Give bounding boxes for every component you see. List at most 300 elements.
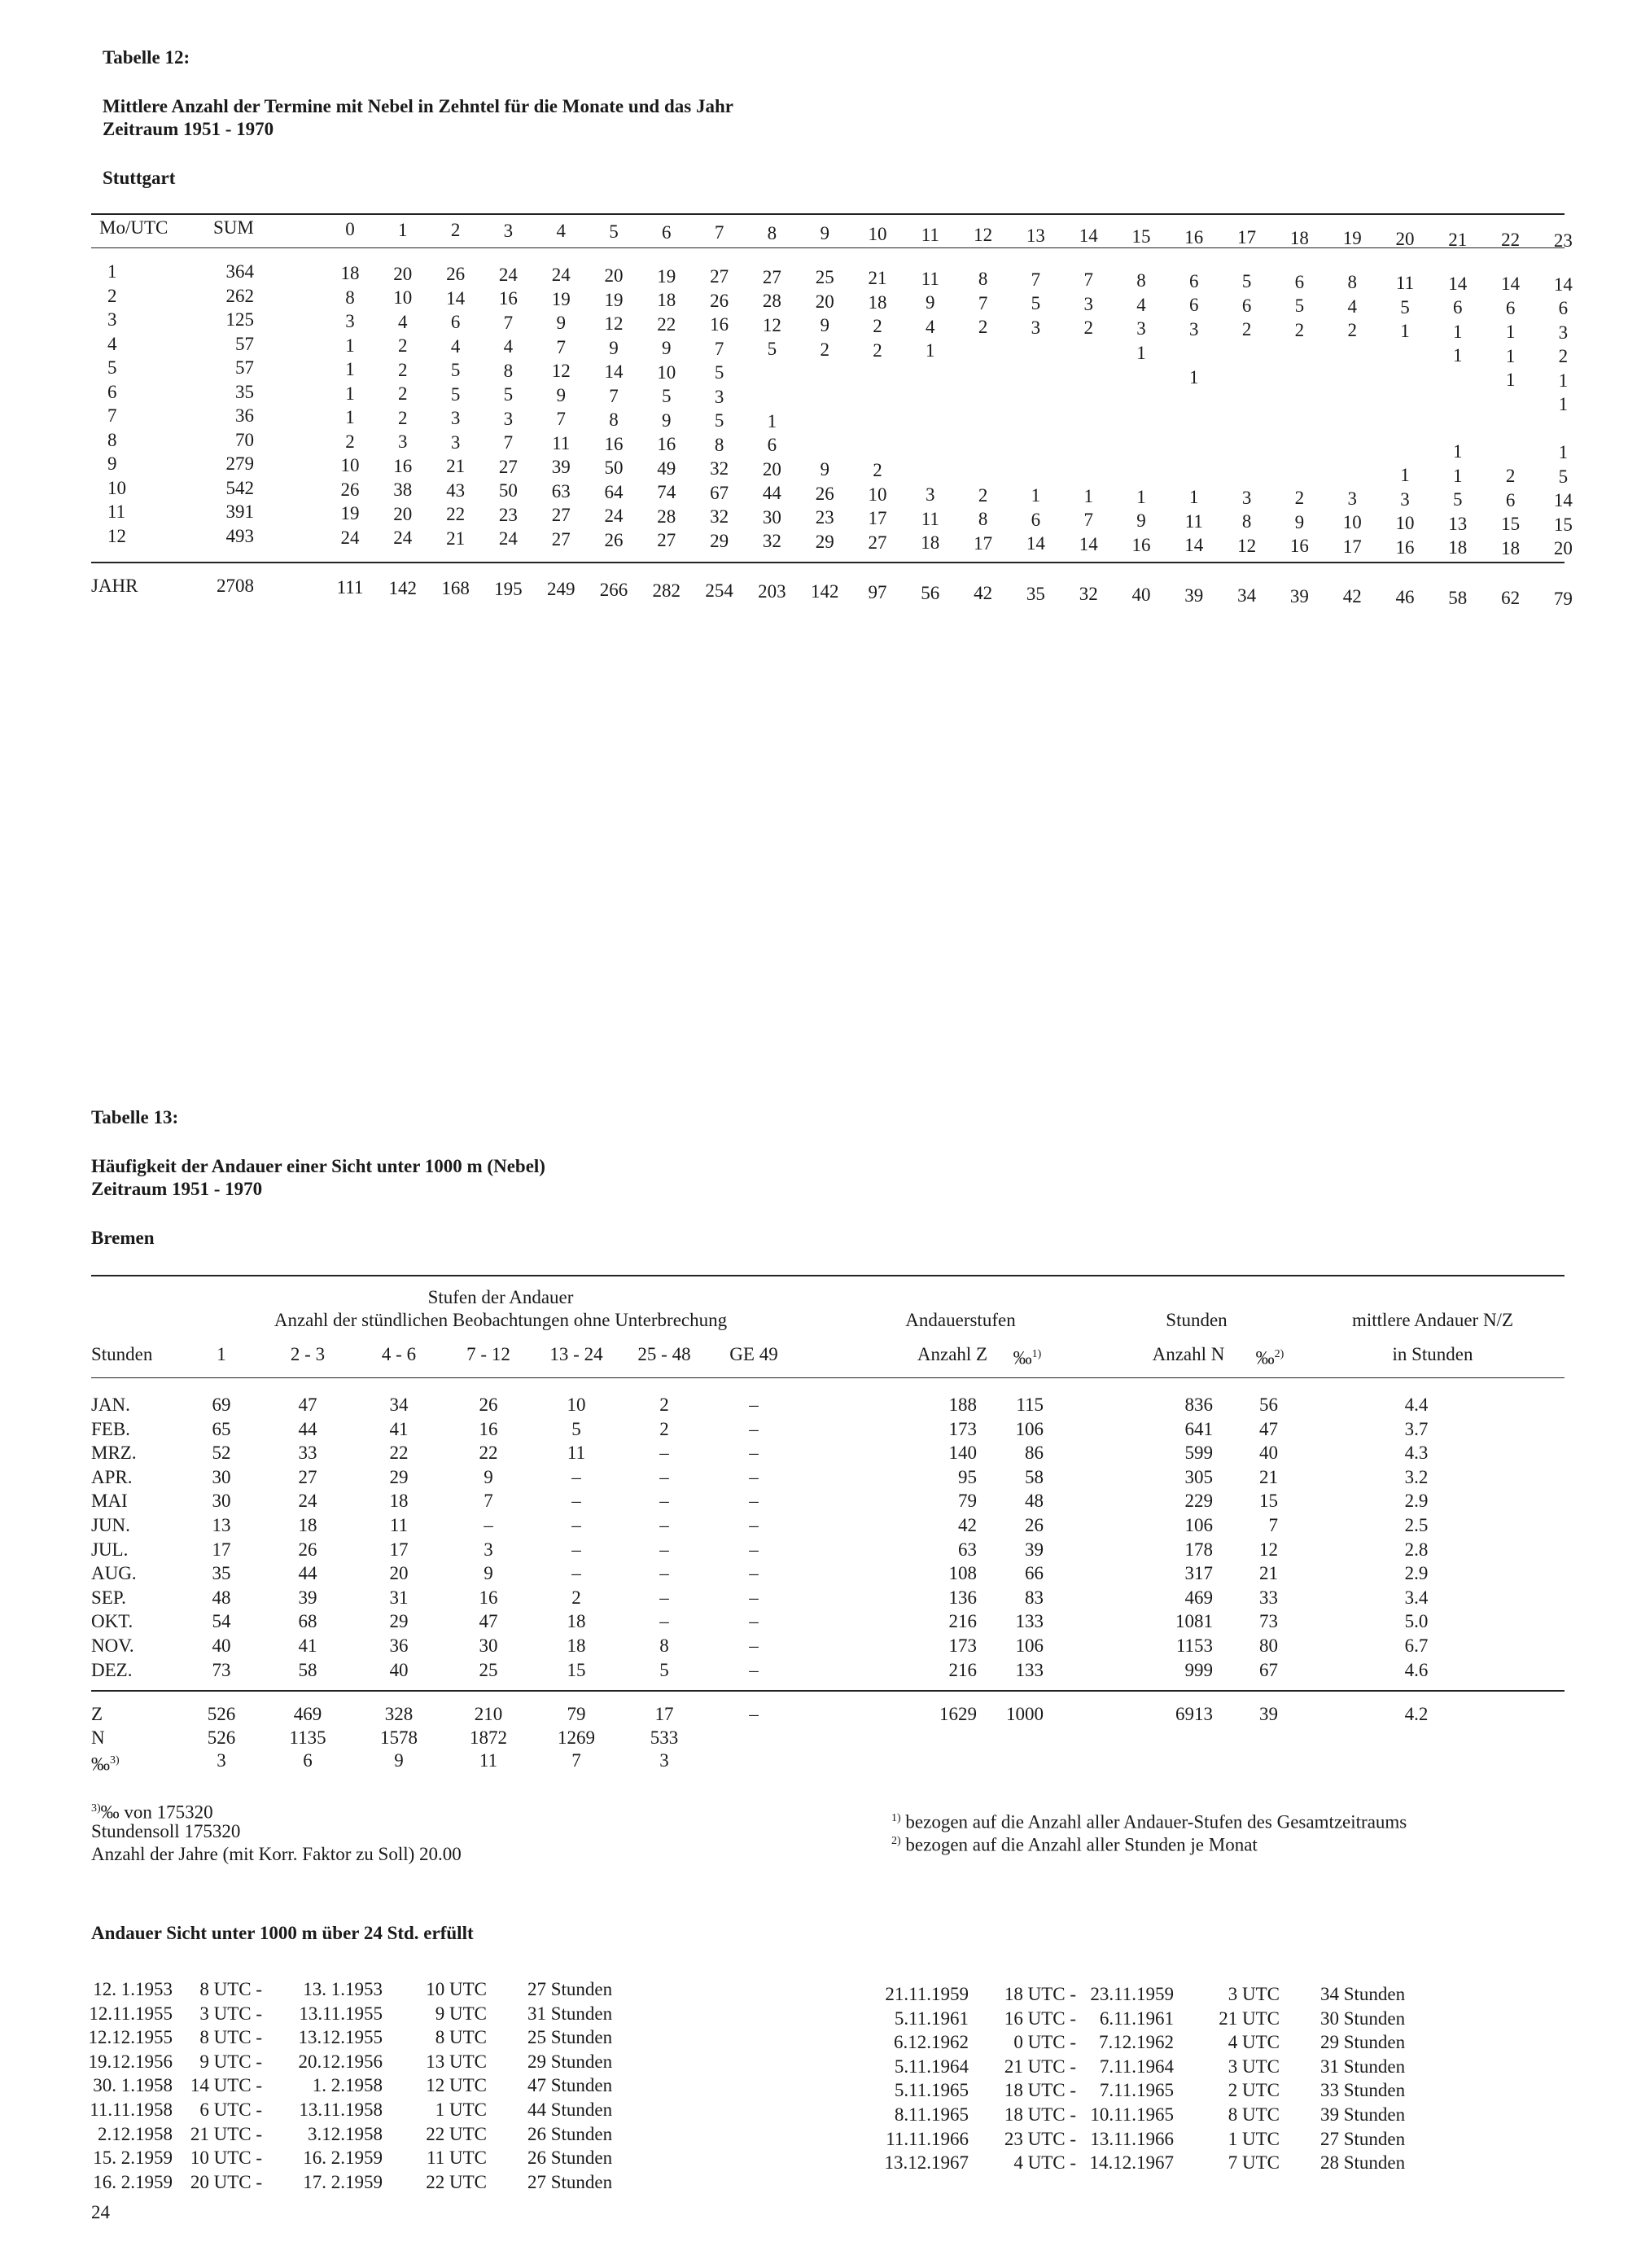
table13-mittlere: 3.4 [1404,1587,1429,1608]
event-start-date: 12.11.1955 [89,2003,173,2024]
table13-mittlere: 4.3 [1404,1443,1429,1464]
table12-cell: 7 [503,432,514,453]
event-start-time: 21 UTC - [190,2123,262,2144]
table13-cell: 35 [212,1563,231,1584]
event-start-time: 0 UTC - [1013,2032,1076,2053]
table12-cell: 2 [345,431,355,452]
table12-row-month: 11 [107,501,126,522]
table12-cell: 5 [767,339,777,360]
table13-stufen-heading: Stufen der Andauer [427,1287,574,1307]
table13-cell: 13 [212,1515,231,1535]
table12-cell: 3 [345,311,355,331]
table13-cell: 44 [298,1418,317,1439]
table12-year-cell: 203 [758,580,786,602]
event-start-time: 6 UTC - [199,2099,262,2120]
table12-cell: 8 [1347,272,1357,293]
table12-cell: 8 [609,409,619,430]
table12-cell: 4 [503,336,514,357]
event-duration: 28 Stunden [1320,2152,1406,2174]
table13-anzahl-z: 79 [958,1491,977,1512]
table12-year-cell: 46 [1395,587,1415,607]
table12-year-cell: 40 [1131,585,1151,605]
table13-cell: 24 [298,1491,317,1512]
table12-cell: 14 [1553,274,1573,295]
event-end-date: 6.11.1961 [1099,2007,1174,2029]
table12-row-sum: 391 [225,501,254,522]
table13-top-rule [91,1275,1565,1276]
table12-row-month: 7 [107,405,117,426]
table12-cell: 3 [1189,318,1199,339]
table12-head-hour: 16 [1184,226,1204,247]
table12-cell: 27 [762,266,781,287]
event-end-time: 2 UTC [1228,2080,1280,2101]
table12-cell: 1 [1136,486,1146,507]
table12-cell: 21 [868,268,887,288]
table13-cell: 11 [567,1443,586,1464]
table13-cell: 54 [212,1611,231,1632]
table12-cell: 4 [1136,294,1146,315]
table12-cell: 18 [657,290,676,311]
table12-cell: 5 [714,410,724,431]
table12-cell: 16 [710,314,729,335]
table12-cell: 1 [1453,345,1463,366]
table12-cell: 16 [604,433,624,454]
table13-head-stufe: 4 - 6 [381,1344,417,1364]
event-start-time: 3 UTC - [199,2003,262,2024]
table12-cell: 5 [1453,489,1463,510]
table13-cell: 1135 [289,1727,326,1748]
table12-cell: 5 [1558,466,1569,487]
table13-anzahl-n: 1081 [1175,1611,1213,1632]
table12-cell: 20 [604,265,624,286]
table12-cell: 1 [767,410,777,431]
table12-cell: 14 [446,287,466,309]
table13-period: Zeitraum 1951 - 1970 [91,1179,263,1199]
table13-anzahl-n: 999 [1184,1659,1213,1680]
table12-cell: 2 [1241,319,1252,340]
table12-cell: 63 [551,480,571,501]
footnote-2: $^{2)}$ bezogen auf die Anzahl aller Stunden je Monat [891,1834,1258,1855]
table12-head-hour: 8 [767,222,777,243]
table13-row-label: JUN. [91,1515,130,1535]
table13-cell: – [659,1515,669,1535]
table12-head-mo: Mo/UTC [99,217,168,238]
table12-cell: 4 [1347,296,1357,317]
table12-year-cell: 111 [336,577,364,598]
table12-cell: 7 [1083,510,1093,531]
event-start-date: 19.12.1956 [88,2051,173,2072]
event-start-time: 14 UTC - [190,2075,262,2096]
table12-year-cell: 282 [652,580,681,601]
table13-permille-z: 39 [1025,1539,1044,1560]
table13-cell: 17 [389,1539,409,1560]
table12-head-hour: 5 [609,221,619,242]
table12-cell: 10 [1342,512,1362,533]
table13-mittlere: 3.2 [1404,1466,1429,1487]
table13-cell: – [749,1395,759,1415]
table13-cell: 526 [207,1727,236,1748]
table13-permille-z: 86 [1025,1443,1044,1464]
table12-row-sum: 57 [235,333,254,354]
table12-year-label: JAHR [91,576,138,596]
footnote-1: $^{1)}$ bezogen auf die Anzahl aller Andauer-Stufen des Gesamtzeitraums [891,1811,1407,1832]
table13-cell: 2 [659,1418,669,1439]
table12-year-cell: 42 [1342,586,1362,607]
table12-cell: 5 [1294,296,1305,317]
table12-cell: 21 [446,456,466,477]
table12-year-cell: 266 [599,580,628,600]
event-end-time: 22 UTC [426,2123,487,2144]
table12-cell: 3 [450,408,461,429]
table13-stunden-heading: Stunden [1166,1310,1228,1330]
table13-permille-n: 21 [1259,1466,1278,1487]
table13-cell: 7 [571,1750,581,1771]
table12-cell: 18 [1448,537,1468,558]
table13-head-anzahl-z: Anzahl Z [917,1344,988,1364]
table13-cell: – [659,1563,669,1584]
event-duration: 39 Stunden [1320,2104,1406,2125]
table13-cell: 7 [484,1491,493,1512]
table12-cell: 20 [393,503,413,524]
table12-label: Tabelle 12: [103,47,190,68]
event-end-date: 13.11.1955 [299,2003,383,2024]
event-start-date: 5.11.1965 [894,2080,969,2101]
event-start-date: 8.11.1965 [894,2104,969,2125]
events-title: Andauer Sicht unter 1000 m über 24 Std. erfüllt [91,1923,474,1943]
table12-cell: 29 [815,531,834,552]
table12-cell: 10 [657,361,676,383]
table12-head-hour: 23 [1553,230,1573,251]
table12-cell: 1 [926,340,935,361]
table13-cell: 9 [484,1563,493,1584]
table12-head-hour: 12 [974,225,993,246]
table12-cell: 3 [714,386,724,407]
event-start-date: 21.11.1959 [885,1984,969,2004]
table12-cell: 30 [762,506,781,528]
table13-head-rule [91,1377,1565,1378]
table12-cell: 6 [1189,270,1199,291]
table12-cell: 1 [1505,370,1516,391]
table13-permille-n: 12 [1259,1539,1278,1560]
event-duration: 27 Stunden [1320,2128,1406,2149]
table12-cell: 12 [551,361,571,382]
table12-cell: 1 [1505,322,1516,343]
note-stundensoll: Stundensoll 175320 [91,1821,241,1841]
event-end-time: 10 UTC [426,1979,487,1999]
page-number: 24 [91,2202,110,2222]
table12-cell: 8 [1136,270,1146,291]
table13-cell: 2 [571,1587,581,1608]
table12-cell: 28 [657,506,676,527]
table12-cell: 1 [1136,342,1146,363]
table12-cell: 12 [1237,535,1257,556]
table12-cell: 9 [820,459,829,480]
table13-permille-z: 48 [1025,1491,1044,1512]
event-end-time: 9 UTC [435,2003,487,2024]
table12-row-sum: 542 [225,477,254,498]
table12-head-hour: 3 [503,220,514,241]
table12-cell: 26 [710,290,729,311]
table12-cell: 1 [345,383,355,404]
table13-cell: 8 [659,1635,669,1656]
table12-head-hour: 6 [662,221,672,243]
table12-cell: 5 [503,384,514,405]
table12-cell: 11 [1395,273,1415,293]
table13-permille-n: 73 [1259,1611,1278,1632]
table12-cell: 2 [1294,488,1305,509]
table13-anzahl-z: 173 [948,1635,977,1656]
table12-row-month: 6 [107,381,117,402]
table12-cell: 1 [345,335,355,356]
table12-cell: 18 [868,291,887,313]
table13-cell: 29 [389,1466,409,1487]
table13-head-stufe: 25 - 48 [637,1344,691,1364]
table12-row-month: 1 [107,261,117,282]
event-end-date: 13.11.1958 [299,2099,383,2120]
table13-cell: 1578 [380,1727,418,1748]
table12-year-sum: 2708 [217,576,254,596]
table12-row-month: 3 [107,309,117,330]
table12-cell: 26 [446,264,466,285]
table13-cell: 40 [212,1635,231,1656]
table12-cell: 9 [1294,511,1305,532]
table12-cell: 7 [714,338,724,359]
table13-cell: 31 [389,1587,409,1608]
table12-head-hour: 2 [450,220,461,241]
event-end-time: 22 UTC [426,2171,487,2192]
table12-cell: 32 [710,506,729,528]
table12-cell: 1 [1453,321,1463,342]
table12-cell: 9 [926,292,935,313]
table13-bottom-rule [91,1690,1565,1692]
event-end-date: 7.12.1962 [1099,2032,1174,2053]
table12-cell: 3 [450,431,461,453]
table13-cell: – [571,1563,581,1584]
table13-cell: 16 [479,1418,498,1439]
table13-mittlere: 2.9 [1404,1563,1429,1584]
event-start-date: 30. 1.1958 [93,2075,173,2096]
table13-head-stunden: Stunden [91,1344,153,1364]
table13-mittlere: 4.2 [1404,1704,1429,1724]
table12-cell: 27 [551,505,571,526]
event-end-date: 13.12.1955 [298,2027,383,2048]
table12-cell: 5 [1031,293,1041,314]
table12-cell: 10 [393,287,413,309]
table12-cell: 2 [873,316,882,336]
event-end-date: 16. 2.1959 [303,2148,383,2169]
event-end-time: 12 UTC [426,2075,487,2096]
table13-cell: 73 [212,1659,231,1680]
table13-anzahl-n: 469 [1184,1587,1213,1608]
table12-head-hour: 1 [398,219,408,240]
table12-row-sum: 125 [225,309,254,330]
table12-cell: 26 [604,529,624,550]
table12-cell: 38 [393,479,413,501]
table12-cell: 2 [398,383,408,405]
table12-cell: 5 [450,383,461,405]
table12-row-sum: 364 [225,261,254,282]
table12-cell: 7 [978,292,988,313]
event-start-date: 5.11.1964 [894,2056,969,2077]
table12-cell: 1 [345,359,355,379]
table13-mittlere: 2.5 [1404,1515,1429,1535]
event-duration: 33 Stunden [1320,2080,1406,2101]
table13-label: Tabelle 13: [91,1107,179,1127]
table12-row-month: 12 [107,525,126,546]
table13-row-label: MRZ. [91,1443,137,1464]
table12-cell: 5 [662,386,672,407]
event-end-date: 10.11.1965 [1090,2104,1174,2125]
table13-head-permille-n: ‰$^{2)}$ [1255,1347,1284,1368]
table12-cell: 10 [1395,513,1415,533]
table13-head-stufe: 7 - 12 [466,1344,510,1364]
table12-cell: 14 [1079,533,1098,554]
table13-anzahl-z: 173 [948,1418,977,1439]
table13-cell: 30 [212,1491,231,1512]
table12-cell: 20 [762,458,781,479]
table13-anzahl-z: 216 [948,1659,977,1680]
table12-cell: 6 [1453,297,1463,318]
table13-row-label: OKT. [91,1611,133,1632]
table12-cell: 2 [978,317,988,338]
table13-cell: 3 [217,1750,226,1771]
table12-year-cell: 254 [705,580,733,602]
table13-head-anzahl-n: Anzahl N [1152,1344,1225,1364]
table12-cell: 3 [398,431,408,453]
event-start-date: 16. 2.1959 [93,2171,173,2192]
event-duration: 29 Stunden [527,2051,613,2072]
table12-cell: 49 [657,458,676,479]
table12-cell: 26 [815,483,834,504]
table13-mittlere: 2.8 [1404,1539,1429,1560]
table12-cell: 19 [604,289,624,310]
event-end-time: 8 UTC [1228,2104,1280,2125]
event-end-time: 1 UTC [435,2099,487,2120]
event-duration: 31 Stunden [1320,2056,1406,2077]
table12-cell: 2 [1505,466,1516,487]
table13-cell: 41 [298,1635,317,1656]
table12-cell: 6 [1241,295,1252,316]
table13-anzahl-z: 140 [948,1443,977,1464]
table12-cell: 23 [815,507,834,528]
table12-cell: 14 [604,361,624,382]
table13-permille-z: 133 [1015,1659,1044,1680]
table12-cell: 15 [1501,514,1521,535]
table12-cell: 9 [556,313,566,334]
table12-cell: 7 [609,385,619,406]
table13-anzahl-z: 95 [958,1466,977,1487]
table13-title: Häufigkeit der Andauer einer Sicht unter 1000 m (Nebel) [91,1156,545,1176]
event-end-date: 1. 2.1958 [312,2075,383,2096]
table12-cell: 14 [1553,490,1573,511]
table13-permille-z: 115 [1016,1395,1044,1415]
table12-year-cell: 58 [1448,587,1468,608]
table13-anzahl-n: 599 [1184,1443,1213,1464]
event-duration: 26 Stunden [527,2148,613,2169]
table13-cell: – [749,1563,759,1584]
table12-cell: 2 [1083,317,1093,339]
table13-cell: 210 [474,1704,503,1724]
table13-cell: 18 [298,1515,317,1535]
table12-cell: 1 [1453,465,1463,486]
table13-cell: 22 [389,1443,409,1464]
table13-anzahl-n: 6913 [1175,1704,1213,1724]
table12-cell: 5 [1241,271,1252,292]
table12-row-sum: 70 [235,429,254,450]
table12-cell: 67 [710,482,729,503]
table12-cell: 2 [873,460,882,480]
table12-row-sum: 35 [235,381,254,402]
event-start-date: 2.12.1958 [98,2123,173,2144]
event-start-time: 4 UTC - [1013,2152,1076,2174]
table12-cell: 19 [340,503,360,523]
table12-cell: 5 [714,362,724,383]
table12-head-sum: SUM [213,217,254,238]
table12-cell: 22 [446,504,466,525]
event-end-date: 20.12.1956 [298,2051,383,2072]
table13-row-label: JUL. [91,1539,129,1560]
table12-cell: 27 [657,530,676,551]
table13-permille-z: 1000 [1006,1704,1044,1724]
table12-head-hour: 21 [1448,229,1468,250]
table12-cell: 9 [1136,510,1146,531]
table12-cell: 11 [552,432,571,453]
table13-cell: 65 [212,1418,231,1439]
table12-cell: 8 [345,287,355,308]
table13-anzahl-z: 1629 [939,1704,977,1724]
table13-row-label: JAN. [91,1395,130,1415]
table13-cell: 47 [298,1395,317,1415]
event-duration: 26 Stunden [527,2123,613,2144]
event-duration: 34 Stunden [1320,1984,1406,2004]
table13-cell: – [571,1491,581,1512]
table13-anzahl-n: 305 [1184,1466,1213,1487]
event-start-time: 23 UTC - [1004,2128,1076,2149]
table13-permille-z: 66 [1025,1563,1044,1584]
event-end-time: 13 UTC [426,2051,487,2072]
table12-row-month: 2 [107,285,117,306]
table13-cell: – [749,1704,759,1724]
table13-cell: 34 [389,1395,409,1415]
event-end-time: 1 UTC [1228,2128,1280,2149]
table13-anzahl-heading: Anzahl der stündlichen Beobachtungen ohne Unterbrechung [274,1310,728,1330]
table13-cell: 36 [389,1635,409,1656]
table12-cell: 23 [498,504,518,525]
table13-cell: – [749,1443,759,1464]
event-start-time: 10 UTC - [190,2148,262,2169]
table12-cell: 16 [1289,536,1309,557]
table12-cell: 8 [714,434,724,455]
table12-cell: 20 [815,291,834,312]
table12-cell: 15 [1553,514,1573,535]
table12-cell: 4 [926,316,935,337]
table12-cell: 50 [498,480,518,501]
table12-cell: 18 [1501,537,1521,558]
table12-cell: 1 [345,407,355,427]
table12-year-cell: 62 [1501,588,1521,609]
table12-cell: 1 [1189,487,1199,508]
table13-anzahl-n: 317 [1184,1563,1213,1584]
table12-head-hour: 15 [1131,226,1151,247]
table13-row-label: N [91,1727,105,1748]
table12-cell: 8 [503,360,514,381]
table13-cell: 1872 [470,1727,507,1748]
event-start-time: 21 UTC - [1004,2056,1076,2077]
table12-head-hour: 4 [556,221,566,242]
table13-cell: 533 [650,1727,679,1748]
table13-row-label: Z [91,1704,103,1724]
event-start-time: 9 UTC - [199,2051,262,2072]
